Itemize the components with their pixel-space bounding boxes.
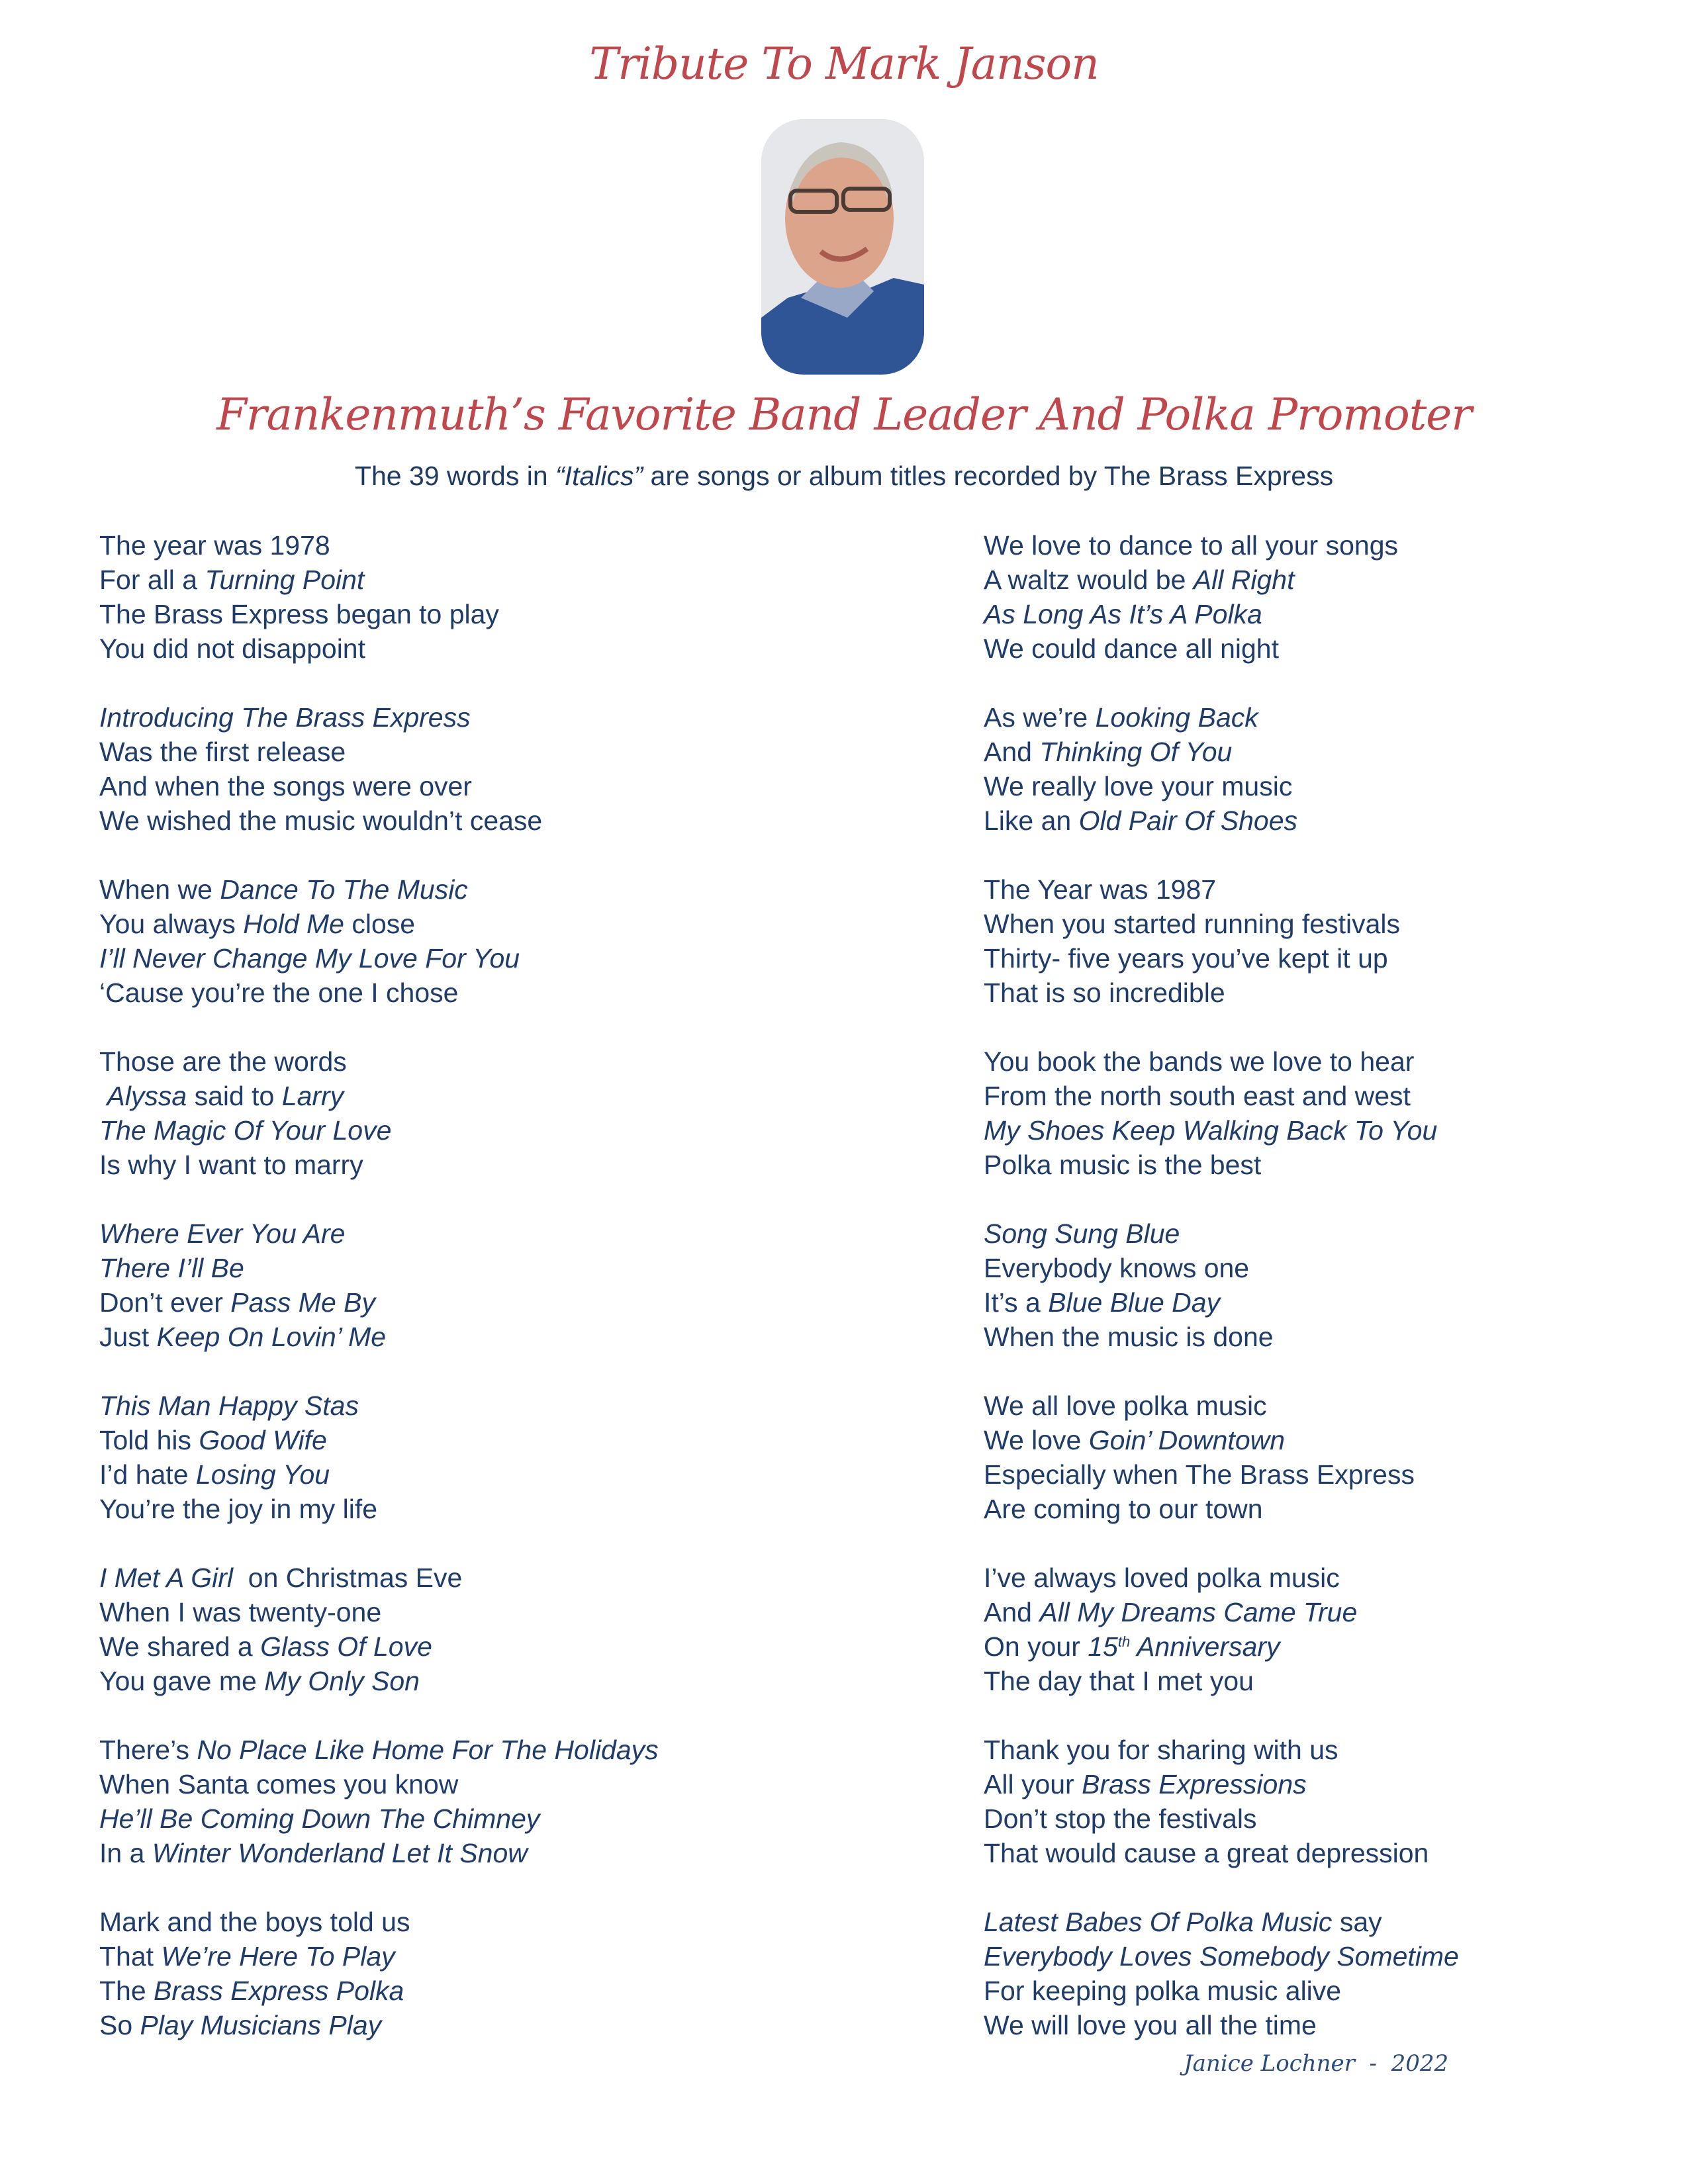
poem-line	[99, 872, 659, 907]
song-title: Losing You	[195, 1459, 330, 1490]
poem-text: We love to dance to all your songs	[984, 530, 1398, 561]
song-title: Blue Blue Day	[1048, 1287, 1221, 1318]
poem-text: There’s	[99, 1735, 197, 1765]
poem-text: Those are the words	[99, 1046, 347, 1077]
stanza	[99, 1561, 659, 1698]
poem-text: When we	[99, 874, 220, 905]
poem-line	[99, 803, 659, 838]
poem-line	[99, 907, 659, 941]
poem-text: It’s a	[984, 1287, 1049, 1318]
stanza	[99, 1905, 659, 2042]
stanza	[984, 1905, 1459, 2042]
song-title: Anniversary	[1130, 1631, 1280, 1662]
poem-text: The Brass Express began to play	[99, 599, 499, 629]
poem-line	[99, 1320, 659, 1354]
song-title: We’re Here To Play	[161, 1941, 395, 1972]
song-title: Old Pair Of Shoes	[1078, 805, 1298, 836]
poem-line	[99, 1216, 659, 1251]
song-title: Alyssa	[107, 1081, 187, 1111]
poem-text: Don’t ever	[99, 1287, 231, 1318]
song-title: Dance To The Music	[220, 874, 468, 905]
poem-line	[984, 1939, 1459, 1974]
stanza	[99, 1044, 659, 1182]
poem-line	[99, 769, 659, 803]
song-title: Song Sung Blue	[984, 1218, 1180, 1249]
poem-text: Just	[99, 1322, 157, 1352]
poem-text: And	[984, 737, 1040, 767]
song-title: Brass Expressions	[1082, 1769, 1307, 1799]
song-title: Looking Back	[1095, 702, 1258, 733]
poem-line	[99, 631, 659, 666]
song-title: 15	[1088, 1631, 1118, 1662]
poem-line	[99, 1939, 659, 1974]
poem-text: You always	[99, 909, 244, 939]
poem-text: Are coming to our town	[984, 1494, 1263, 1524]
song-title: Winter Wonderland Let It Snow	[152, 1838, 528, 1868]
poem-line	[99, 941, 659, 976]
song-title: As Long As It’s A Polka	[984, 599, 1262, 629]
poem-line	[984, 976, 1459, 1010]
song-title: Latest Babes Of Polka Music	[984, 1907, 1333, 1937]
song-title: All Right	[1193, 565, 1295, 595]
poem-line	[984, 1251, 1459, 1285]
poem-text: A waltz would be	[984, 565, 1194, 595]
poem-line	[99, 1457, 659, 1492]
poem-line	[984, 735, 1459, 769]
poem-line	[99, 563, 659, 597]
poem-line	[99, 700, 659, 735]
poem-line	[984, 1388, 1459, 1423]
poem-line	[99, 528, 659, 563]
poem-line	[99, 1285, 659, 1320]
song-title: This Man Happy Stas	[99, 1390, 359, 1421]
poem-line	[99, 976, 659, 1010]
poem-line	[984, 769, 1459, 803]
song-title: He’ll Be Coming Down The Chimney	[99, 1803, 540, 1834]
poem-text: The day that I met you	[984, 1666, 1254, 1696]
poem-text: And	[984, 1597, 1040, 1627]
poem-text: The Year was 1987	[984, 874, 1217, 905]
stanza	[984, 1388, 1459, 1526]
poem-line	[984, 1285, 1459, 1320]
poem-line	[984, 803, 1459, 838]
poem-text: Everybody knows one	[984, 1253, 1250, 1283]
note-prefix: The 39 words in	[354, 461, 556, 491]
song-title: Where Ever You Are	[99, 1218, 346, 1249]
song-title: All My Dreams Came True	[1039, 1597, 1358, 1627]
poem-line	[984, 1457, 1459, 1492]
poem-text: On your	[984, 1631, 1088, 1662]
poem-text: From the north south east and west	[984, 1081, 1411, 1111]
song-title: Keep On Lovin’ Me	[156, 1322, 387, 1352]
poem-line	[984, 597, 1459, 631]
stanza	[984, 700, 1459, 838]
stanza	[99, 1216, 659, 1354]
poem-text: We really love your music	[984, 771, 1293, 801]
poem-line	[984, 631, 1459, 666]
poem-line	[99, 1836, 659, 1870]
stanza	[984, 872, 1459, 1010]
poem-line	[984, 700, 1459, 735]
poem-text: You gave me	[99, 1666, 265, 1696]
poem-line	[984, 1079, 1459, 1113]
poem-text: In a	[99, 1838, 152, 1868]
page-title: Tribute To Mark Janson	[589, 38, 1099, 89]
poem-left-column	[99, 528, 659, 2077]
poem-line	[99, 1423, 659, 1457]
song-title: The Magic Of Your Love	[99, 1115, 392, 1146]
song-title: Larry	[281, 1081, 344, 1111]
poem-text: You’re the joy in my life	[99, 1494, 378, 1524]
poem-text: And when the songs were over	[99, 771, 472, 801]
poem-text: said to	[187, 1081, 282, 1111]
poem-text: All your	[984, 1769, 1082, 1799]
poem-text: Was the first release	[99, 737, 346, 767]
poem-line	[99, 1561, 659, 1595]
poem-line	[99, 1113, 659, 1148]
poem-line	[984, 1113, 1459, 1148]
poem-line	[99, 1733, 659, 1767]
poem-line	[99, 1148, 659, 1182]
stanza	[99, 700, 659, 838]
poem-text: We love	[984, 1425, 1089, 1455]
poem-line	[984, 1320, 1459, 1354]
song-title: I’ll Never Change My Love For You	[99, 943, 520, 974]
poem-text: When you started running festivals	[984, 909, 1400, 939]
poem-text: Told his	[99, 1425, 199, 1455]
poem-text: The year was 1978	[99, 530, 330, 561]
poem-text: When I was twenty-one	[99, 1597, 382, 1627]
song-title: Everybody Loves Somebody Sometime	[984, 1941, 1459, 1972]
song-title: My Shoes Keep Walking Back To You	[984, 1115, 1438, 1146]
poem-text: When the music is done	[984, 1322, 1274, 1352]
poem-line	[984, 1664, 1459, 1698]
song-title: I Met A Girl	[99, 1563, 233, 1593]
poem-line	[99, 1801, 659, 1836]
poem-line	[984, 1836, 1459, 1870]
poem-text: For all a	[99, 565, 205, 595]
poem-text: That	[99, 1941, 162, 1972]
poem-line	[984, 872, 1459, 907]
poem-line	[984, 1561, 1459, 1595]
poem-line	[99, 1251, 659, 1285]
poem-line	[99, 1595, 659, 1629]
song-title: Introducing The Brass Express	[99, 702, 471, 733]
poem-line	[984, 1216, 1459, 1251]
song-title: Play Musicians Play	[140, 2010, 382, 2040]
note-suffix: are songs or album titles recorded by The Brass Express	[643, 461, 1334, 491]
poem-text: You book the bands we love to hear	[984, 1046, 1415, 1077]
song-title: Thinking Of You	[1039, 737, 1233, 767]
poem-text: So	[99, 2010, 140, 2040]
poem-line	[984, 563, 1459, 597]
poem-text: We all love polka music	[984, 1390, 1267, 1421]
poem-text: Is why I want to marry	[99, 1150, 363, 1180]
poem-text: We wished the music wouldn’t cease	[99, 805, 543, 836]
poem-line	[984, 2008, 1459, 2042]
poem-text: You did not disappoint	[99, 633, 365, 664]
song-title: Goin’ Downtown	[1088, 1425, 1286, 1455]
poem-text: I’d hate	[99, 1459, 196, 1490]
stanza	[984, 528, 1459, 666]
poem-line	[99, 1974, 659, 2008]
poem-line	[984, 1492, 1459, 1526]
poem-text: Thank you for sharing with us	[984, 1735, 1338, 1765]
poem-text: Like an	[984, 805, 1079, 836]
stanza	[99, 872, 659, 1010]
poem-line	[99, 1044, 659, 1079]
poem-text: We shared a	[99, 1631, 261, 1662]
poem-text: on Christmas Eve	[232, 1563, 463, 1593]
song-title: th	[1117, 1633, 1131, 1650]
song-title: There I’ll Be	[99, 1253, 244, 1283]
poem-text: say	[1332, 1907, 1382, 1937]
stanza	[984, 1561, 1459, 1698]
poem-text: close	[344, 909, 416, 939]
poem-text: We will love you all the time	[984, 2010, 1317, 2040]
poem-line	[984, 1974, 1459, 2008]
poem-text: When Santa comes you know	[99, 1769, 459, 1799]
song-title: Hold Me	[243, 909, 344, 939]
poem-line	[984, 1905, 1459, 1939]
poem-text: ‘Cause you’re the one I chose	[99, 978, 459, 1008]
song-title: No Place Like Home For The Holidays	[197, 1735, 659, 1765]
poem-text: Especially when The Brass Express	[984, 1459, 1415, 1490]
page-subtitle: Frankenmuth’s Favorite Band Leader And Polka Promoter	[216, 389, 1472, 440]
italics-note	[0, 461, 1688, 492]
poem-text: I’ve always loved polka music	[984, 1563, 1340, 1593]
poem-line	[984, 1148, 1459, 1182]
poem-text: We could dance all night	[984, 633, 1279, 664]
portrait-image	[761, 119, 924, 375]
poem-line	[99, 1629, 659, 1664]
poem-text: That would cause a great depression	[984, 1838, 1429, 1868]
portrait-photo	[761, 119, 924, 375]
poem-line	[984, 1801, 1459, 1836]
stanza	[99, 1733, 659, 1870]
poem-text: For keeping polka music alive	[984, 1976, 1342, 2006]
poem-text	[99, 1081, 107, 1111]
song-title: Glass Of Love	[260, 1631, 432, 1662]
poem-text: Mark and the boys told us	[99, 1907, 410, 1937]
poem-line	[984, 1595, 1459, 1629]
poem-line	[984, 1733, 1459, 1767]
stanza	[99, 528, 659, 666]
poem-line	[984, 1044, 1459, 1079]
stanza	[99, 1388, 659, 1526]
poem-text: Polka music is the best	[984, 1150, 1262, 1180]
author-signature: Janice Lochner - 2022	[1184, 2050, 1449, 2077]
poem-line	[99, 1079, 659, 1113]
stanza	[984, 1044, 1459, 1182]
poem-line	[99, 2008, 659, 2042]
poem-line	[99, 1388, 659, 1423]
poem-line	[99, 1905, 659, 1939]
song-title: Turning Point	[205, 565, 365, 595]
song-title: My Only Son	[264, 1666, 420, 1696]
poem-line	[984, 1423, 1459, 1457]
stanza	[984, 1216, 1459, 1354]
poem-text: Thirty- five years you’ve kept it up	[984, 943, 1388, 974]
poem-line	[984, 907, 1459, 941]
poem-line	[984, 941, 1459, 976]
poem-text: The	[99, 1976, 154, 2006]
poem-line	[99, 1492, 659, 1526]
poem-line	[99, 597, 659, 631]
poem-text: Don’t stop the festivals	[984, 1803, 1257, 1834]
poem-line	[99, 1767, 659, 1801]
stanza	[984, 1733, 1459, 1870]
poem-line	[984, 1767, 1459, 1801]
poem-text: That is so incredible	[984, 978, 1225, 1008]
poem-line	[984, 1629, 1459, 1664]
poem-line	[99, 735, 659, 769]
note-italic: “Italics”	[555, 461, 643, 491]
poem-line	[99, 1664, 659, 1698]
poem-text: As we’re	[984, 702, 1096, 733]
poem-right-column	[984, 528, 1459, 2077]
song-title: Pass Me By	[230, 1287, 375, 1318]
song-title: Good Wife	[199, 1425, 327, 1455]
poem-line	[984, 528, 1459, 563]
song-title: Brass Express Polka	[154, 1976, 404, 2006]
